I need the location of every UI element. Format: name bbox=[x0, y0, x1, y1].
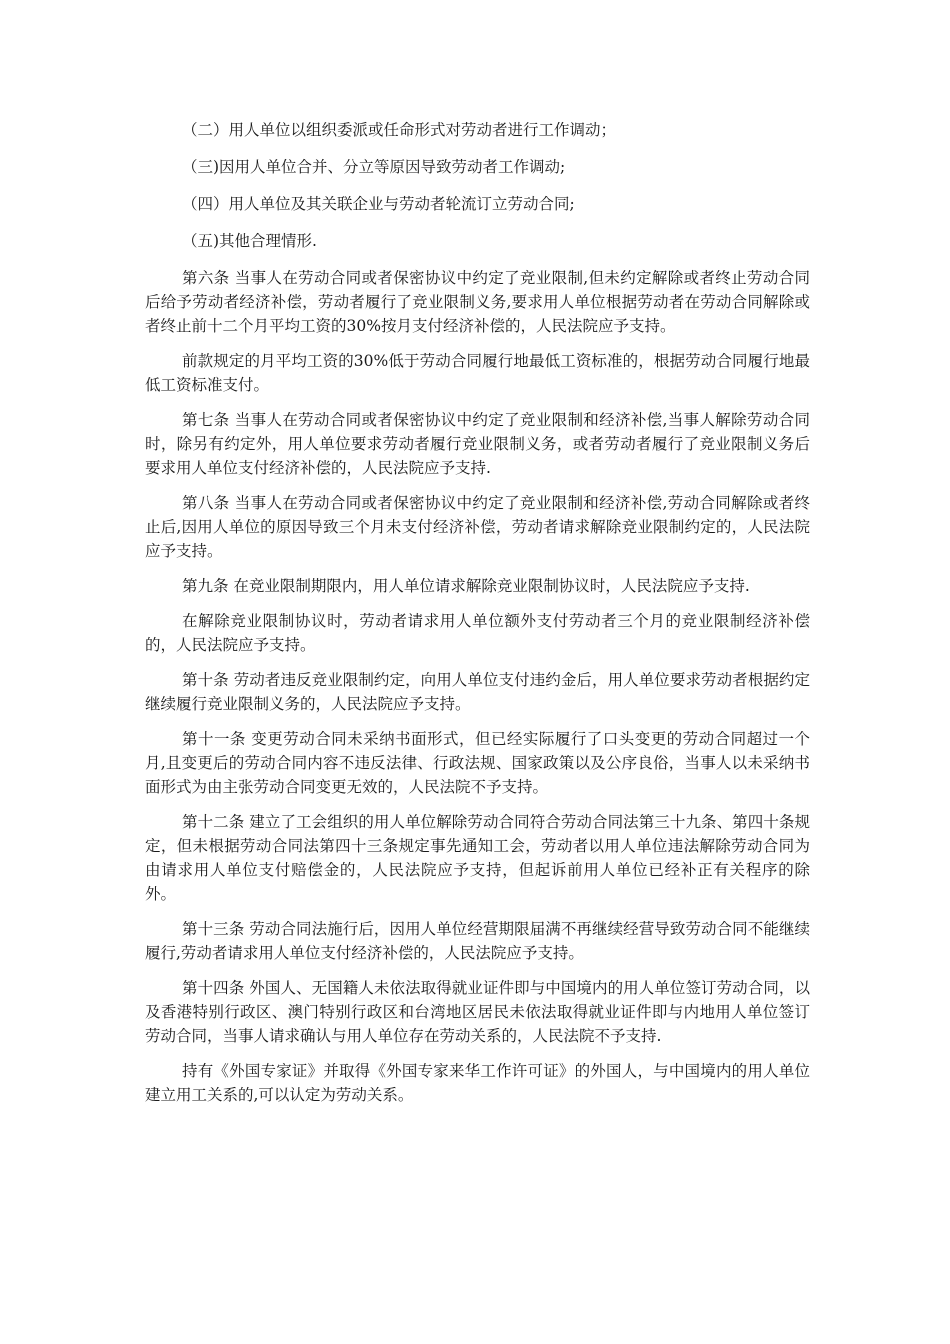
paragraph-article-12: 第十二条 建立了工会组织的用人单位解除劳动合同符合劳动合同法第三十九条、第四十条规定，但未根据劳动合同法第四十三条规定事先通知工会，劳动者以用人单位违法解除劳动合同为由请求用人单位支付赔偿金的，人民法院应予支持，但起诉前用人单位已经补正有关程序的除外。 bbox=[145, 813, 810, 903]
paragraph-article-6-clause-2: 前款规定的月平均工资的30%低于劳动合同履行地最低工资标准的，根据劳动合同履行地最低工资标准支付。 bbox=[145, 352, 810, 394]
paragraph-article-8: 第八条 当事人在劳动合同或者保密协议中约定了竞业限制和经济补偿,劳动合同解除或者终止后,因用人单位的原因导致三个月未支付经济补偿，劳动者请求解除竞业限制约定的，人民法院应予支持。 bbox=[145, 494, 810, 560]
paragraph-article-11: 第十一条 变更劳动合同未采纳书面形式，但已经实际履行了口头变更的劳动合同超过一个月,且变更后的劳动合同内容不违反法律、行政法规、国家政策以及公序良俗，当事人以未采纳书面形式为由主张劳动合同变更无效的，人民法院不予支持。 bbox=[145, 730, 810, 796]
paragraph-article-13: 第十三条 劳动合同法施行后，因用人单位经营期限届满不再继续经营导致劳动合同不能继续履行,劳动者请求用人单位支付经济补偿的，人民法院应予支持。 bbox=[145, 920, 810, 962]
paragraph-article-6: 第六条 当事人在劳动合同或者保密协议中约定了竞业限制,但未约定解除或者终止劳动合同后给予劳动者经济补偿，劳动者履行了竞业限制义务,要求用人单位根据劳动者在劳动合同解除或者终止前十二个月平均工资的30%按月支付经济补偿的，人民法院应予支持。 bbox=[145, 269, 810, 335]
paragraph-article-7: 第七条 当事人在劳动合同或者保密协议中约定了竞业限制和经济补偿,当事人解除劳动合同时，除另有约定外，用人单位要求劳动者履行竞业限制义务，或者劳动者履行了竞业限制义务后要求用人单位支付经济补偿的，人民法院应予支持. bbox=[145, 411, 810, 477]
paragraph-article-14-clause-2: 持有《外国专家证》并取得《外国专家来华工作许可证》的外国人，与中国境内的用人单位建立用工关系的,可以认定为劳动关系。 bbox=[145, 1062, 810, 1104]
paragraph-article-10: 第十条 劳动者违反竞业限制约定，向用人单位支付违约金后，用人单位要求劳动者根据约定继续履行竞业限制义务的，人民法院应予支持。 bbox=[145, 671, 810, 713]
document-page bbox=[145, 118, 810, 1118]
paragraph-item-2: （二）用人单位以组织委派或任命形式对劳动者进行工作调动； bbox=[182, 121, 617, 139]
paragraph-article-14: 第十四条 外国人、无国籍人未依法取得就业证件即与中国境内的用人单位签订劳动合同，以及香港特别行政区、澳门特别行政区和台湾地区居民未依法取得就业证件即与内地用人单位签订劳动合同，当事人请求确认与用人单位存在劳动关系的，人民法院不予支持. bbox=[145, 979, 810, 1045]
paragraph-item-5: （五)其他合理情形. bbox=[182, 232, 317, 250]
paragraph-article-9-clause-2: 在解除竞业限制协议时，劳动者请求用人单位额外支付劳动者三个月的竞业限制经济补偿的，人民法院应予支持。 bbox=[145, 612, 810, 654]
paragraph-article-9: 第九条 在竞业限制期限内，用人单位请求解除竞业限制协议时，人民法院应予支持. bbox=[182, 577, 750, 595]
paragraph-item-4: （四）用人单位及其关联企业与劳动者轮流订立劳动合同; bbox=[182, 195, 575, 213]
paragraph-item-3: （三)因用人单位合并、分立等原因导致劳动者工作调动; bbox=[182, 158, 566, 176]
